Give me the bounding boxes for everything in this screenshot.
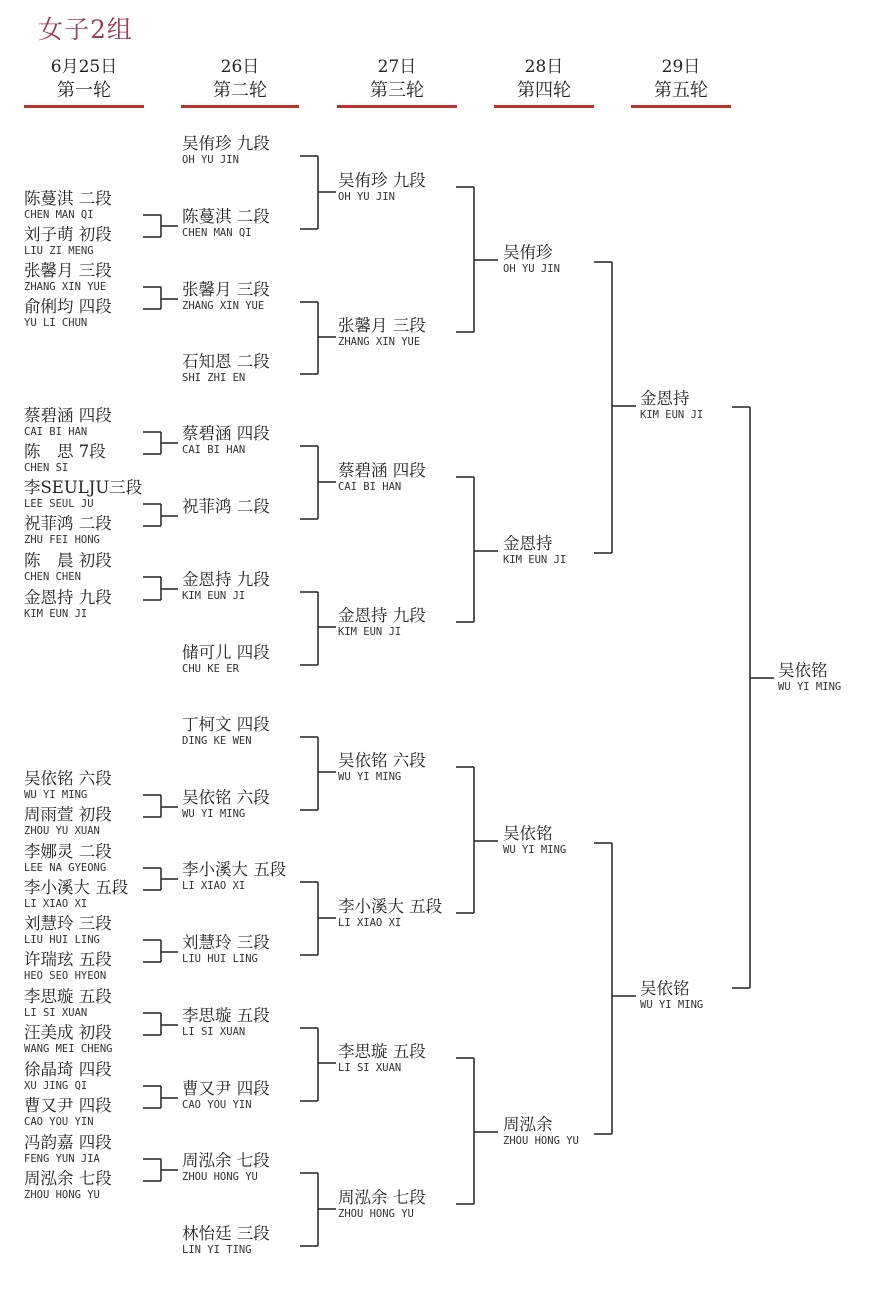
player-name: 吴依铭 六段 <box>24 769 112 788</box>
player-name: 刘子萌 初段 <box>24 225 112 244</box>
player-romanized-name: CHEN SI <box>24 462 69 474</box>
player-name: 周泓余 <box>503 1115 553 1134</box>
player-romanized-name: WANG MEI CHENG <box>24 1043 113 1055</box>
player-name: 徐晶琦 四段 <box>24 1060 112 1079</box>
round1-player <box>24 1169 112 1202</box>
player-romanized-name: CAI BI HAN <box>338 481 402 493</box>
round3-player <box>338 751 426 784</box>
player-romanized-name: WU YI MING <box>338 771 402 783</box>
player-romanized-name: SHI ZHI EN <box>182 372 246 384</box>
player-name: 张馨月 三段 <box>24 261 112 280</box>
round3-player <box>338 1042 426 1075</box>
player-romanized-name: CAO YOU YIN <box>24 1116 94 1128</box>
player-romanized-name: LI SI XUAN <box>182 1026 246 1038</box>
player-romanized-name: CHU KE ER <box>182 663 239 675</box>
player-romanized-name: FENG YUN JIA <box>24 1153 100 1165</box>
player-name: 林怡廷 三段 <box>182 1224 270 1243</box>
player-name: 刘慧玲 三段 <box>24 914 112 933</box>
round4-player <box>503 1115 579 1148</box>
round1-player <box>24 805 112 838</box>
player-romanized-name: OH YU JIN <box>182 154 239 166</box>
player-name: 金恩持 九段 <box>24 588 112 607</box>
player-name: 陈蔓淇 二段 <box>24 189 112 208</box>
round-label: 第四轮 <box>517 80 571 101</box>
player-romanized-name: OH YU JIN <box>338 191 395 203</box>
player-name: 汪美成 初段 <box>24 1023 112 1042</box>
player-romanized-name: LI XIAO XI <box>182 880 246 892</box>
round2-player <box>182 280 270 313</box>
round2-player <box>182 1224 270 1257</box>
player-romanized-name: KIM EUN JI <box>640 409 704 421</box>
round-label: 第五轮 <box>654 80 708 101</box>
player-name: 周泓余 七段 <box>338 1188 426 1207</box>
round-date: 6月25日 <box>50 57 118 77</box>
round2-player <box>182 570 270 603</box>
round3-player <box>338 461 426 494</box>
player-romanized-name: CHEN MAN QI <box>24 209 94 221</box>
player-name: 曹又尹 四段 <box>182 1079 270 1098</box>
player-romanized-name: CAI BI HAN <box>24 426 88 438</box>
player-romanized-name: ZHOU HONG YU <box>182 1171 258 1183</box>
page-title: 女子2组 <box>38 15 133 44</box>
player-name: 周雨萱 初段 <box>24 805 112 824</box>
player-name: 吴侑珍 <box>503 243 553 262</box>
round2-player <box>182 788 270 821</box>
player-romanized-name: WU YI MING <box>640 999 704 1011</box>
player-name: 祝菲鸿 二段 <box>24 514 112 533</box>
player-name: 周泓余 七段 <box>24 1169 112 1188</box>
round4-player <box>503 824 566 857</box>
round1-player <box>24 297 112 330</box>
player-name: 陈蔓淇 二段 <box>182 207 270 226</box>
player-name: 吴侑珍 九段 <box>182 134 270 153</box>
round1-player <box>24 987 112 1020</box>
round1-player <box>24 914 112 947</box>
player-romanized-name: WU YI MING <box>503 844 567 856</box>
player-romanized-name: YU LI CHUN <box>24 317 88 329</box>
champion <box>778 661 841 694</box>
player-name: 冯韵嘉 四段 <box>24 1133 112 1152</box>
round2-player <box>182 352 270 385</box>
player-romanized-name: LEE SEUL JU <box>24 498 94 510</box>
round4-player <box>503 243 560 276</box>
player-romanized-name: ZHOU HONG YU <box>338 1208 414 1220</box>
player-romanized-name: ZHOU HONG YU <box>503 1135 579 1147</box>
player-romanized-name: XU JING QI <box>24 1080 88 1092</box>
player-name: 陈 思 7段 <box>24 442 106 461</box>
round3-player <box>338 316 426 349</box>
round2-player <box>182 497 270 530</box>
round2-player <box>182 1079 270 1112</box>
round-label: 第三轮 <box>370 80 424 101</box>
round2-player <box>182 134 270 167</box>
player-romanized-name: ZHANG XIN YUE <box>338 336 421 348</box>
round-date: 26日 <box>220 57 260 77</box>
player-name: 俞俐均 四段 <box>24 297 112 316</box>
round5-player <box>640 389 703 422</box>
player-name: 李思璇 五段 <box>182 1006 270 1025</box>
player-romanized-name: ZHANG XIN YUE <box>24 281 107 293</box>
round2-player <box>182 207 270 240</box>
player-name: 吴依铭 <box>778 661 828 680</box>
player-name: 周泓余 七段 <box>182 1151 270 1170</box>
player-romanized-name <box>182 517 270 530</box>
round1-player <box>24 1023 113 1056</box>
player-romanized-name: LIU ZI MENG <box>24 245 94 257</box>
player-romanized-name: DING KE WEN <box>182 735 252 747</box>
player-name: 石知恩 二段 <box>182 352 270 371</box>
player-name: 李SEULJU三段 <box>24 478 143 497</box>
round1-player <box>24 406 112 439</box>
player-romanized-name: LIU HUI LING <box>24 934 100 946</box>
round-label: 第二轮 <box>213 80 267 101</box>
round1-player <box>24 1133 112 1166</box>
player-name: 吴侑珍 九段 <box>338 171 426 190</box>
round1-player <box>24 442 106 475</box>
round1-player <box>24 261 112 294</box>
round1-player <box>24 769 112 802</box>
round3-player <box>338 606 426 639</box>
player-romanized-name: LIU HUI LING <box>182 953 258 965</box>
round1-player <box>24 878 128 911</box>
player-name: 李小溪大 五段 <box>24 878 129 897</box>
player-name: 曹又尹 四段 <box>24 1096 112 1115</box>
player-romanized-name: LEE NA GYEONG <box>24 862 107 874</box>
round1-player <box>24 588 112 621</box>
player-name: 许瑞玹 五段 <box>24 950 112 969</box>
round3-player <box>338 1188 426 1221</box>
player-romanized-name: WU YI MING <box>778 681 842 693</box>
player-romanized-name: ZHOU YU XUAN <box>24 825 100 837</box>
player-name: 李娜灵 二段 <box>24 842 112 861</box>
player-romanized-name: ZHANG XIN YUE <box>182 300 265 312</box>
player-name: 李小溪大 五段 <box>338 897 443 916</box>
round2-player <box>182 643 270 676</box>
player-name: 吴依铭 <box>503 824 553 843</box>
player-romanized-name: KIM EUN JI <box>182 590 246 602</box>
player-name: 陈 晨 初段 <box>24 551 112 570</box>
player-name: 李思璇 五段 <box>338 1042 426 1061</box>
round2-player <box>182 860 286 893</box>
round1-player <box>24 842 112 875</box>
player-name: 张馨月 三段 <box>338 316 426 335</box>
round1-player <box>24 225 112 258</box>
player-name: 金恩持 九段 <box>338 606 426 625</box>
player-name: 李小溪大 五段 <box>182 860 287 879</box>
player-name: 吴依铭 六段 <box>182 788 270 807</box>
player-romanized-name: LI SI XUAN <box>338 1062 402 1074</box>
round3-player <box>338 171 426 204</box>
player-name: 丁柯文 四段 <box>182 715 270 734</box>
player-name: 刘慧玲 三段 <box>182 933 270 952</box>
round1-player <box>24 1060 112 1093</box>
player-romanized-name: ZHU FEI HONG <box>24 534 100 546</box>
player-romanized-name: KIM EUN JI <box>503 554 567 566</box>
player-romanized-name: LI SI XUAN <box>24 1007 88 1019</box>
player-romanized-name: CAO YOU YIN <box>182 1099 252 1111</box>
player-name: 蔡碧涵 四段 <box>182 424 270 443</box>
round2-player <box>182 1151 270 1184</box>
player-romanized-name: KIM EUN JI <box>24 608 88 620</box>
player-romanized-name: CHEN CHEN <box>24 571 81 583</box>
player-romanized-name: LIN YI TING <box>182 1244 252 1256</box>
round1-player <box>24 1096 112 1129</box>
player-romanized-name: LI XIAO XI <box>24 898 88 910</box>
round-date: 27日 <box>377 57 417 77</box>
player-name: 金恩持 <box>503 534 553 553</box>
player-romanized-name: OH YU JIN <box>503 263 560 275</box>
player-romanized-name: WU YI MING <box>182 808 246 820</box>
player-name: 吴依铭 <box>640 979 690 998</box>
round5-player <box>640 979 703 1012</box>
player-romanized-name: HEO SEO HYEON <box>24 970 107 982</box>
round1-player <box>24 551 112 584</box>
player-romanized-name: ZHOU HONG YU <box>24 1189 100 1201</box>
round1-player <box>24 478 142 511</box>
player-name: 金恩持 <box>640 389 690 408</box>
player-romanized-name: LI XIAO XI <box>338 917 402 929</box>
player-name: 蔡碧涵 四段 <box>338 461 426 480</box>
player-romanized-name: WU YI MING <box>24 789 88 801</box>
round2-player <box>182 424 270 457</box>
player-romanized-name: KIM EUN JI <box>338 626 402 638</box>
player-romanized-name: CHEN MAN QI <box>182 227 252 239</box>
round1-player <box>24 950 112 983</box>
player-romanized-name: CAI BI HAN <box>182 444 246 456</box>
round2-player <box>182 933 270 966</box>
round1-player <box>24 189 112 222</box>
player-name: 金恩持 九段 <box>182 570 270 589</box>
round2-player <box>182 715 270 748</box>
round4-player <box>503 534 566 567</box>
player-name: 张馨月 三段 <box>182 280 270 299</box>
round-date: 28日 <box>524 57 564 77</box>
round-date: 29日 <box>661 57 701 77</box>
player-name: 李思璇 五段 <box>24 987 112 1006</box>
round-label: 第一轮 <box>57 80 111 101</box>
round2-player <box>182 1006 270 1039</box>
player-name: 吴依铭 六段 <box>338 751 426 770</box>
player-name: 储可儿 四段 <box>182 643 270 662</box>
round1-player <box>24 514 112 547</box>
player-name: 祝菲鸿 二段 <box>182 497 270 516</box>
player-name: 蔡碧涵 四段 <box>24 406 112 425</box>
round3-player <box>338 897 442 930</box>
